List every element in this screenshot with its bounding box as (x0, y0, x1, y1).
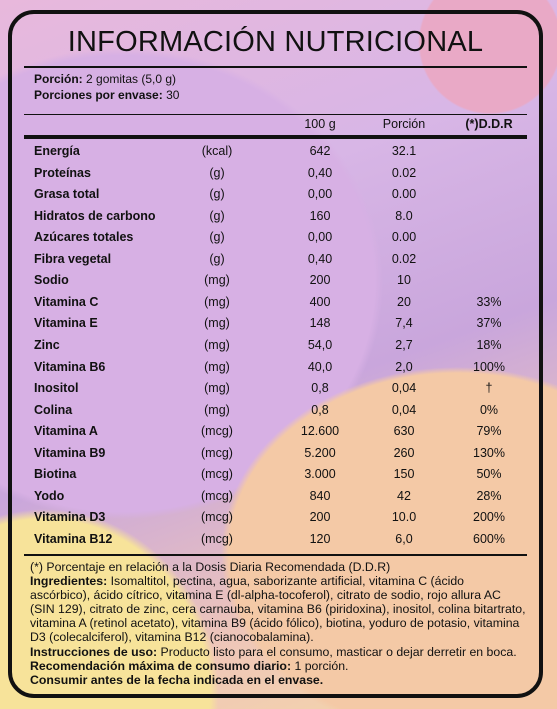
value-per-100g: 642 (309, 144, 331, 158)
nutrient-unit: (mg) (204, 359, 230, 374)
expiry-text: Consumir antes de la fecha indicada en el envase. (30, 672, 324, 687)
value-per-100g: 5.200 (304, 445, 336, 460)
table-row (12, 209, 539, 230)
nutrient-name: Vitamina A (34, 424, 98, 439)
table-row (12, 424, 539, 445)
value-per-portion: 8.0 (395, 208, 413, 223)
value-ddr: 79% (476, 424, 502, 439)
nutrient-name: Zinc (34, 337, 60, 352)
nutrient-name: Grasa total (34, 187, 100, 202)
value-ddr: 37% (476, 316, 502, 331)
table-row (12, 166, 539, 187)
divider-thick (24, 135, 527, 139)
value-ddr: 50% (476, 467, 502, 482)
value-per-portion: 0,04 (391, 402, 417, 417)
nutrient-name: Yodo (34, 488, 65, 503)
value-per-portion: 0,04 (391, 381, 417, 396)
label-footer (30, 560, 527, 687)
nutrient-unit: (mcg) (201, 467, 233, 482)
label-title: INFORMACIÓN NUTRICIONAL (67, 26, 484, 58)
table-row (12, 252, 539, 273)
value-per-100g: 200 (309, 273, 331, 288)
value-ddr: 18% (476, 337, 502, 352)
nutrient-name: Colina (34, 402, 73, 417)
value-per-100g: 120 (309, 531, 331, 546)
value-per-100g: 40,0 (307, 359, 333, 374)
nutrient-unit: (mcg) (201, 445, 233, 460)
value-ddr: 0% (479, 402, 499, 417)
ddr-footnote: (*) Porcentaje en relación a la Dosis Diaria Recomendada (D.D.R) (30, 560, 391, 574)
value-per-100g: 160 (309, 208, 331, 223)
expiry-note (30, 673, 527, 687)
value-per-100g: 0,8 (311, 381, 329, 396)
nutrition-label-panel (8, 10, 543, 698)
value-per-portion: 630 (393, 424, 415, 439)
table-row (12, 403, 539, 424)
nutrient-name: Vitamina B6 (34, 359, 106, 374)
value-ddr: 200% (473, 510, 505, 525)
table-row (12, 338, 539, 359)
nutrient-unit: (mg) (204, 316, 230, 331)
value-per-portion: 20 (397, 294, 411, 309)
value-ddr: † (485, 381, 493, 396)
value-per-portion: 0.00 (391, 187, 417, 202)
header-per-100g: 100 g (304, 117, 336, 131)
nutrient-unit: (mg) (204, 402, 230, 417)
value-ddr: 28% (476, 488, 502, 503)
nutrient-unit: (g) (209, 208, 225, 223)
value-per-portion: 260 (393, 445, 415, 460)
value-per-100g: 0,00 (307, 187, 333, 202)
value-per-portion: 32.1 (391, 144, 417, 158)
servings-per-pack-value: 30 (166, 88, 180, 102)
table-row (12, 446, 539, 467)
value-ddr: 130% (473, 445, 505, 460)
instructions-text: Producto listo para el consumo, masticar o dejar derretir en boca. (157, 644, 517, 659)
value-per-portion: 7,4 (395, 316, 413, 331)
nutrient-name: Vitamina B9 (34, 445, 106, 460)
nutrient-unit: (mg) (204, 337, 230, 352)
table-row (12, 510, 539, 531)
nutrient-name: Vitamina C (34, 294, 99, 309)
value-per-100g: 400 (309, 294, 331, 309)
nutrient-unit: (mg) (204, 381, 230, 396)
table-row (12, 230, 539, 251)
max-daily-label: Recomendación máxima de consumo diario: (30, 658, 292, 673)
ingredients-label: Ingredientes: (30, 574, 108, 589)
nutrient-name: Vitamina E (34, 316, 98, 331)
ingredients-text: Isomaltitol, pectina, agua, saborizante artificial, vitamina C (ácido ascórbico), ácido cítrico, vitamina E (dl-alpha-tocoferol), citrato de sodio, rojo allura AC (SIN 129), citrato de zinc, cera carnauba, vitamina B6 (piridoxina), inositol, colina bitartrato, vitamina A (retinol acetato), vitamina B9 (ácido fólico), biotina, yoduro de potasio, vitamina D3 (colecalciferol), vitamina B12 (cianocobalamina). (30, 574, 526, 645)
value-per-100g: 0,40 (307, 251, 333, 266)
nutrient-unit: (mcg) (201, 510, 233, 525)
ingredients (30, 574, 527, 644)
divider-header (24, 114, 527, 115)
nutrient-unit: (g) (209, 165, 225, 180)
header-ddr: (*)D.D.R (465, 117, 513, 131)
nutrient-name: Azúcares totales (34, 230, 134, 245)
value-per-100g: 12.600 (300, 424, 340, 439)
serving-size-label: Porción: (34, 72, 83, 86)
nutrient-name: Inositol (34, 381, 79, 396)
value-per-portion: 2,0 (395, 359, 413, 374)
value-per-portion: 10 (397, 273, 411, 288)
table-row (12, 273, 539, 294)
nutrient-name: Sodio (34, 273, 69, 288)
nutrient-unit: (mcg) (201, 424, 233, 439)
nutrient-unit: (g) (209, 187, 225, 202)
nutrient-name: Proteínas (34, 165, 91, 180)
nutrient-name: Hidratos de carbono (34, 208, 156, 223)
value-per-portion: 6,0 (395, 531, 413, 546)
serving-size-value: 2 gomitas (5,0 g) (86, 72, 177, 86)
value-per-100g: 54,0 (307, 337, 333, 352)
header-portion: Porción (382, 117, 426, 131)
nutrient-unit: (g) (209, 230, 225, 245)
value-per-100g: 0,40 (307, 165, 333, 180)
value-per-portion: 150 (393, 467, 415, 482)
nutrient-name: Energía (34, 144, 80, 158)
value-ddr: 100% (473, 359, 505, 374)
nutrient-unit: (mcg) (201, 531, 233, 546)
value-per-100g: 200 (309, 510, 331, 525)
table-row (12, 381, 539, 402)
nutrient-name: Biotina (34, 467, 77, 482)
value-per-portion: 42 (397, 488, 411, 503)
value-per-100g: 0,00 (307, 230, 333, 245)
value-per-portion: 2,7 (395, 337, 413, 352)
table-row (12, 532, 539, 553)
value-per-portion: 10.0 (391, 510, 417, 525)
value-per-100g: 148 (309, 316, 331, 331)
max-daily-text: 1 porción. (291, 658, 349, 673)
nutrient-unit: (mcg) (201, 488, 233, 503)
value-per-portion: 0.02 (391, 165, 417, 180)
value-ddr: 33% (476, 294, 502, 309)
table-row (12, 316, 539, 337)
nutrient-name: Fibra vegetal (34, 251, 112, 266)
nutrient-unit: (mg) (204, 273, 230, 288)
table-row (12, 360, 539, 381)
max-daily (30, 659, 527, 673)
value-per-100g: 3.000 (304, 467, 336, 482)
servings-per-pack (34, 88, 179, 102)
nutrient-name: Vitamina B12 (34, 531, 113, 546)
divider-bottom (24, 554, 527, 556)
table-row (12, 144, 539, 165)
table-row (12, 187, 539, 208)
nutrient-name: Vitamina D3 (34, 510, 106, 525)
nutrient-unit: (g) (209, 251, 225, 266)
table-row (12, 489, 539, 510)
serving-size (34, 72, 176, 86)
value-per-portion: 0.00 (391, 230, 417, 245)
value-per-100g: 840 (309, 488, 331, 503)
table-row (12, 467, 539, 488)
divider-top (24, 66, 527, 68)
table-row (12, 295, 539, 316)
value-per-portion: 0.02 (391, 251, 417, 266)
servings-per-pack-label: Porciones por envase: (34, 88, 163, 102)
value-ddr: 600% (473, 531, 505, 546)
value-per-100g: 0,8 (311, 402, 329, 417)
instructions-label: Instrucciones de uso: (30, 644, 158, 659)
instructions (30, 645, 527, 659)
nutrient-unit: (kcal) (201, 144, 233, 158)
nutrient-unit: (mg) (204, 294, 230, 309)
